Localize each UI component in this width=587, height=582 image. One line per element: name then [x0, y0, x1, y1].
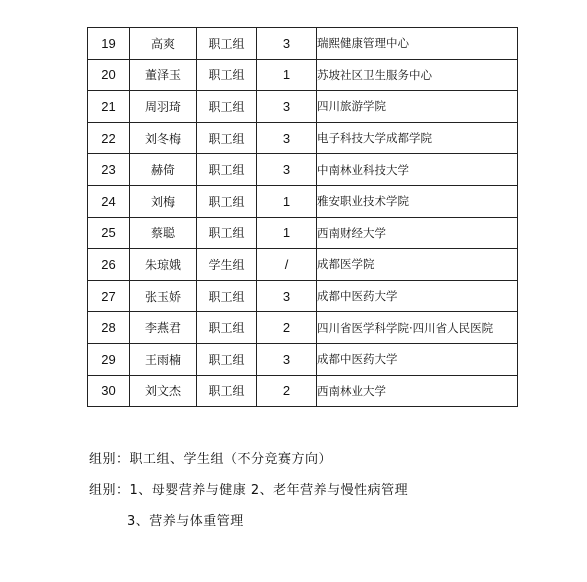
group-cell: 职工组 — [197, 154, 257, 186]
table-row — [88, 185, 518, 217]
group-cell: 职工组 — [197, 312, 257, 344]
table-row — [88, 28, 518, 60]
name-cell: 刘冬梅 — [130, 122, 197, 154]
table-row — [88, 91, 518, 123]
group-cell: 职工组 — [197, 28, 257, 60]
organization-cell: 瑞熙健康管理中心 — [317, 28, 518, 60]
direction-cell: 1 — [257, 185, 317, 217]
row-number-cell: 21 — [88, 91, 130, 123]
table-row — [88, 154, 518, 186]
table-row — [88, 217, 518, 249]
organization-cell: 苏坡社区卫生服务中心 — [317, 59, 518, 91]
name-cell: 赫倚 — [130, 154, 197, 186]
name-cell: 高爽 — [130, 28, 197, 60]
group-cell: 职工组 — [197, 185, 257, 217]
table-row — [88, 343, 518, 375]
table-row — [88, 312, 518, 344]
table-row — [88, 249, 518, 281]
participant-table-body — [88, 28, 518, 407]
direction-cell: 3 — [257, 28, 317, 60]
row-number-cell: 30 — [88, 375, 130, 407]
group-cell: 职工组 — [197, 91, 257, 123]
row-number-cell: 29 — [88, 343, 130, 375]
organization-cell: 成都中医药大学 — [317, 280, 518, 312]
row-number-cell: 19 — [88, 28, 130, 60]
row-number-cell: 26 — [88, 249, 130, 281]
row-number-cell: 22 — [88, 122, 130, 154]
table-row — [88, 59, 518, 91]
direction-cell: 2 — [257, 312, 317, 344]
direction-cell: 3 — [257, 343, 317, 375]
row-number-cell: 23 — [88, 154, 130, 186]
table-row — [88, 122, 518, 154]
direction-cell: / — [257, 249, 317, 281]
organization-cell: 四川旅游学院 — [317, 91, 518, 123]
row-number-cell: 28 — [88, 312, 130, 344]
direction-cell: 3 — [257, 280, 317, 312]
direction-cell: 3 — [257, 154, 317, 186]
notes-section — [89, 444, 408, 537]
name-cell: 朱琼娥 — [130, 249, 197, 281]
row-number-cell: 25 — [88, 217, 130, 249]
row-number-cell: 20 — [88, 59, 130, 91]
name-cell: 周羽琦 — [130, 91, 197, 123]
organization-cell: 西南林业大学 — [317, 375, 518, 407]
group-cell: 职工组 — [197, 122, 257, 154]
organization-cell: 成都医学院 — [317, 249, 518, 281]
group-cell: 职工组 — [197, 280, 257, 312]
name-cell: 李燕君 — [130, 312, 197, 344]
direction-cell: 3 — [257, 122, 317, 154]
table-row — [88, 375, 518, 407]
direction-cell: 2 — [257, 375, 317, 407]
direction-cell: 3 — [257, 91, 317, 123]
name-cell: 刘文杰 — [130, 375, 197, 407]
organization-cell: 雅安职业技术学院 — [317, 185, 518, 217]
name-cell: 张玉娇 — [130, 280, 197, 312]
group-cell: 职工组 — [197, 343, 257, 375]
organization-cell: 成都中医药大学 — [317, 343, 518, 375]
name-cell: 董泽玉 — [130, 59, 197, 91]
row-number-cell: 24 — [88, 185, 130, 217]
organization-cell: 中南林业科技大学 — [317, 154, 518, 186]
participant-table — [87, 27, 518, 407]
group-cell: 职工组 — [197, 59, 257, 91]
direction-cell: 1 — [257, 59, 317, 91]
organization-cell: 电子科技大学成都学院 — [317, 122, 518, 154]
name-cell: 王雨楠 — [130, 343, 197, 375]
group-note: 组别：职工组、学生组（不分竞赛方向） — [89, 452, 333, 467]
group-cell: 学生组 — [197, 249, 257, 281]
table-row — [88, 280, 518, 312]
group-cell: 职工组 — [197, 375, 257, 407]
name-cell: 蔡聪 — [130, 217, 197, 249]
group-cell: 职工组 — [197, 217, 257, 249]
row-number-cell: 27 — [88, 280, 130, 312]
organization-cell: 西南财经大学 — [317, 217, 518, 249]
organization-cell: 四川省医学科学院·四川省人民医院 — [317, 312, 518, 344]
direction-note: 组别：1、母婴营养与健康 2、老年营养与慢性病管理 — [89, 483, 409, 498]
direction-cell: 1 — [257, 217, 317, 249]
direction-note-continued: 3、营养与体重管理 — [127, 514, 244, 529]
name-cell: 刘梅 — [130, 185, 197, 217]
